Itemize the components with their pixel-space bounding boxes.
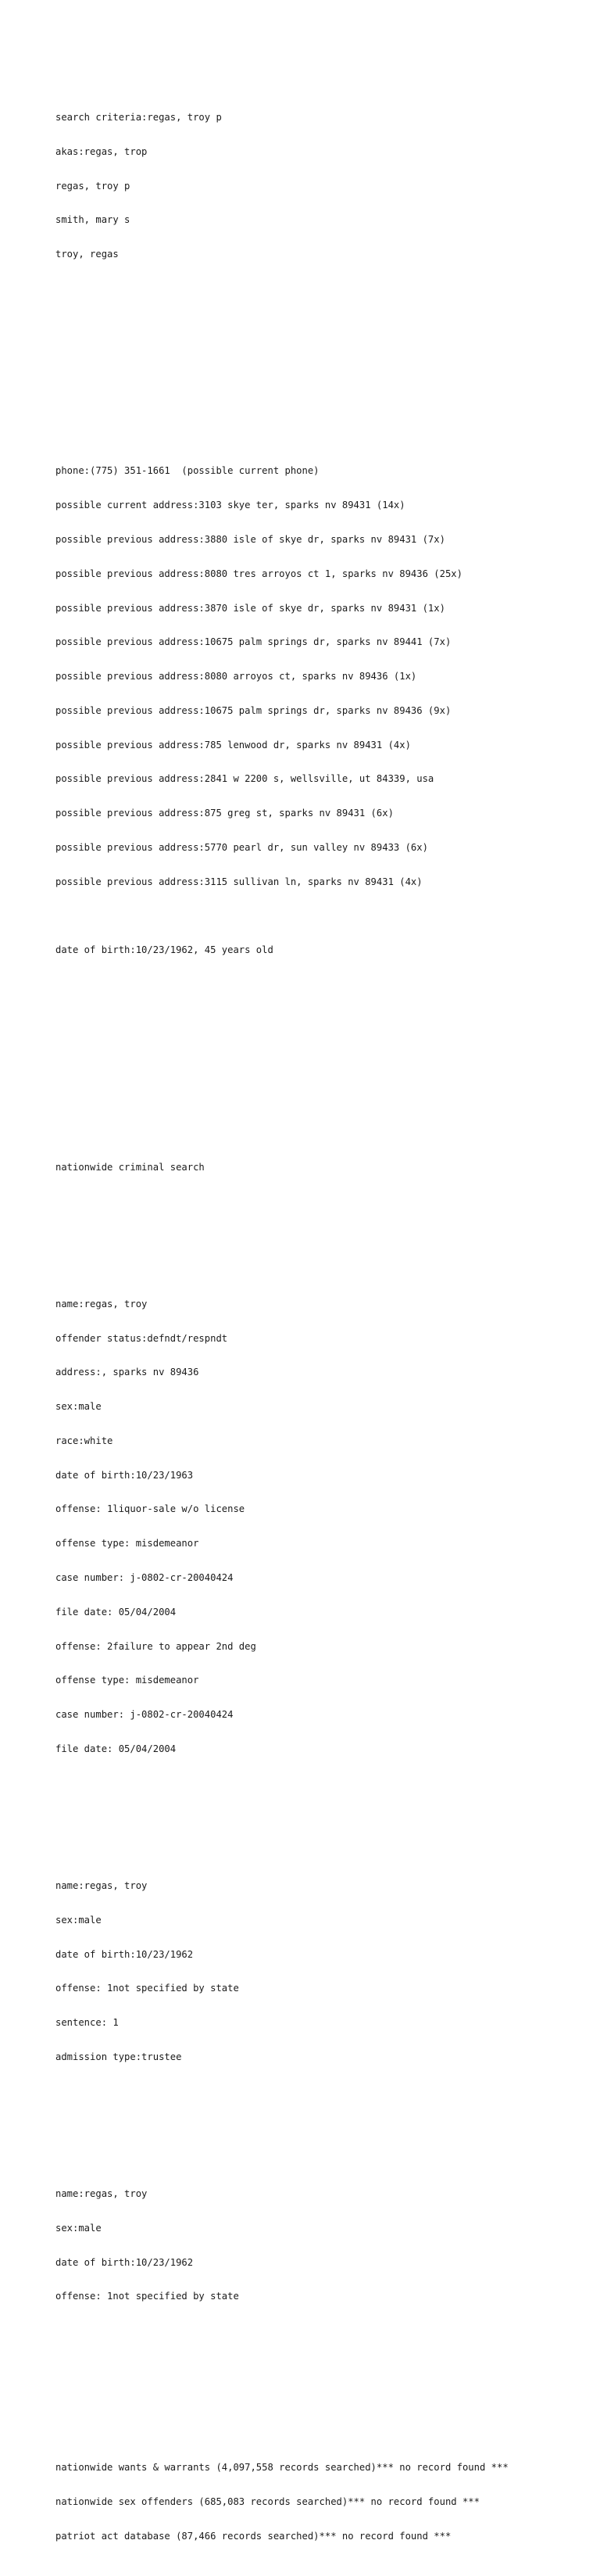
record-line: case number: j-0802-cr-20040424 (55, 1709, 234, 1721)
spacer (55, 2382, 587, 2394)
record-line: name:regas, troy (55, 1880, 148, 1891)
spacer (55, 317, 587, 329)
aka-line: regas, troy p (55, 180, 130, 192)
address-line: possible previous address:10675 palm springs dr, sparks nv 89436 (9x) (55, 704, 452, 716)
spacer (55, 1811, 587, 1823)
spacer (55, 351, 587, 363)
database-summary-section (55, 2439, 587, 2565)
spacer (55, 1195, 587, 1207)
summary-line: nationwide wants & warrants (4,097,558 records searched)*** no record found *** (55, 2462, 509, 2474)
record-line: sex:male (55, 1914, 102, 1926)
search-criteria-line: search criteria:regas, troy p (55, 111, 222, 123)
record-line: admission type:trustee (55, 2051, 182, 2062)
record-line: sex:male (55, 2222, 102, 2234)
criminal-record-1 (55, 1276, 587, 1778)
contact-section (55, 442, 587, 979)
record-line: offense: 1not specified by state (55, 1983, 239, 1994)
spacer (55, 2119, 587, 2131)
address-line: possible current address:3103 skye ter, sparks nv 89431 (14x) (55, 500, 405, 511)
record-line: address:, sparks nv 89436 (55, 1367, 199, 1378)
search-criteria-section (55, 89, 587, 283)
spacer (55, 385, 587, 397)
record-line: offense type: misdemeanor (55, 1538, 199, 1550)
report-document (55, 55, 587, 2576)
spacer (55, 1048, 587, 1059)
address-line: possible previous address:785 lenwood dr, sparks nv 89431 (4x) (55, 739, 411, 751)
record-line: offense type: misdemeanor (55, 1675, 199, 1686)
address-line: possible previous address:8080 arroyos ct, sparks nv 89436 (1x) (55, 671, 417, 683)
record-line: sentence: 1 (55, 2017, 119, 2029)
record-line: date of birth:10/23/1962 (55, 1948, 194, 1960)
summary-line: nationwide sex offenders (685,083 records searched)*** no record found *** (55, 2496, 480, 2508)
address-line: possible previous address:3870 isle of skye dr, sparks nv 89431 (1x) (55, 602, 445, 614)
address-line: possible previous address:10675 palm springs dr, sparks nv 89441 (7x) (55, 636, 452, 648)
record-line: offense: 1liquor-sale w/o license (55, 1503, 245, 1515)
address-line: possible previous address:5770 pearl dr, sun valley nv 89433 (6x) (55, 841, 428, 853)
criminal-record-3 (55, 2166, 587, 2325)
record-line: file date: 05/04/2004 (55, 1606, 177, 1618)
address-line: possible previous address:2841 w 2200 s, wellsville, ut 84339, usa (55, 773, 434, 785)
summary-line: patriot act database (87,466 records searched)*** no record found *** (55, 2530, 452, 2542)
record-line: name:regas, troy (55, 1298, 148, 1309)
record-line: offender status:defndt/respndt (55, 1332, 228, 1344)
spacer (55, 1230, 587, 1241)
record-line: offense: 1not specified by state (55, 2291, 239, 2302)
record-line: race:white (55, 1435, 113, 1446)
record-line: case number: j-0802-cr-20040424 (55, 1571, 234, 1583)
record-line: date of birth:10/23/1963 (55, 1469, 194, 1481)
dob-line: date of birth:10/23/1962, 45 years old (55, 944, 273, 956)
address-line: possible previous address:875 greg st, sparks nv 89431 (6x) (55, 808, 394, 819)
spacer (55, 1013, 587, 1025)
record-line: sex:male (55, 1401, 102, 1413)
criminal-search-heading: nationwide criminal search (55, 1161, 205, 1173)
record-line: offense: 2failure to appear 2nd deg (55, 1640, 256, 1652)
address-line: possible previous address:8080 tres arroyos ct 1, sparks nv 89436 (25x) (55, 568, 462, 579)
record-line: date of birth:10/23/1962 (55, 2256, 194, 2268)
record-line: name:regas, troy (55, 2188, 148, 2200)
spacer (55, 1081, 587, 1093)
criminal-search-section (55, 1138, 587, 2348)
phone-line: phone:(775) 351-1661 (possible current phone) (55, 465, 320, 477)
address-line: possible previous address:3115 sullivan ln, sparks nv 89431 (4x) (55, 876, 423, 887)
criminal-record-2 (55, 1858, 587, 2086)
akas-header-line: akas:regas, trop (55, 145, 148, 157)
aka-line: troy, regas (55, 249, 119, 260)
aka-line: smith, mary s (55, 214, 130, 226)
record-line: file date: 05/04/2004 (55, 1743, 177, 1754)
spacer (55, 911, 587, 923)
address-line: possible previous address:3880 isle of skye dr, sparks nv 89431 (7x) (55, 533, 445, 545)
